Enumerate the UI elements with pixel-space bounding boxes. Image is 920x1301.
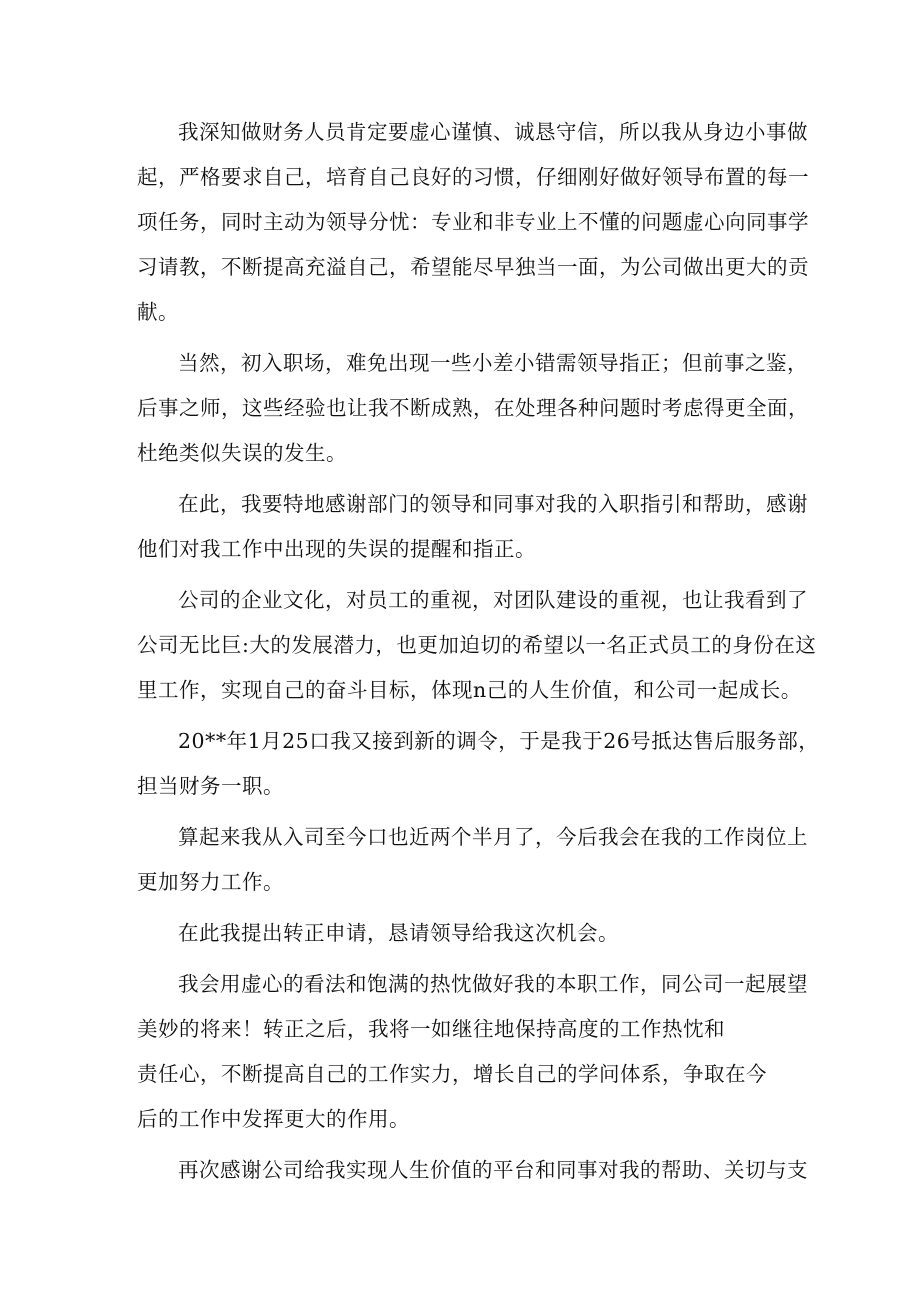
paragraph-8 (137, 962, 808, 1142)
paragraph-7 (137, 911, 787, 956)
paragraph-4 (137, 578, 817, 713)
paragraph-9 (137, 1148, 808, 1193)
text-line: 更加努力工作。 (137, 870, 284, 894)
text-line: 再次感谢公司给我实现人生价值的平台和同事对我的帮助、关切与支 (178, 1158, 808, 1182)
text-line: 我会用虚心的看法和饱满的热忱做好我的本职工作，同公司一起展望 (178, 972, 808, 996)
text-line: 公司无比巨:大的发展潜力，也更加迫切的希望以一名正式员工的身份在这 (137, 633, 817, 657)
text-line: 他们对我工作中出现的失误的提醒和指正。 (137, 537, 536, 561)
text-line: 在此我提出转正申请，恳请领导给我这次机会。 (178, 921, 619, 945)
paragraph-3 (137, 482, 808, 572)
text-line: 习请教，不断提高充溢自己，希望能尽早独当一面，为公司做出更大的贡 (137, 255, 809, 279)
text-line: 美妙的将来！转正之后，我将一如继往地保持高度的工作热忱和 (137, 1017, 725, 1041)
paragraph-1 (137, 110, 809, 335)
paragraph-6 (137, 815, 808, 905)
text-line: 算起来我从入司至今口也近两个半月了，今后我会在我的工作岗位上 (178, 825, 808, 849)
text-line: 杜绝类似失误的发生。 (137, 441, 347, 465)
text-line: 起，严格要求自己，培育自己良好的习惯，仔细刚好做好领导布置的每一 (137, 165, 809, 189)
text-line: 当然，初入职场，难免出现一些小差小错需领导指正；但前事之鉴， (178, 351, 808, 375)
text-line: 我深知做财务人员肯定要虚心谨慎、诚恳守信，所以我从身边小事做 (178, 120, 808, 144)
text-line: 在此，我要特地感谢部门的领导和同事对我的入职指引和帮助，感谢 (178, 492, 808, 516)
text-line: 20**年1月25口我又接到新的调令，于是我于26号抵达售后服务部， (178, 729, 820, 753)
paragraph-2 (137, 341, 809, 476)
text-line: 后事之师，这些经验也让我不断成熟，在处理各种问题时考虑得更全面， (137, 396, 809, 420)
paragraph-5 (137, 719, 820, 809)
text-line: 里工作，实现自己的奋斗目标，体现n己的人生价值，和公司一起成长。 (137, 678, 802, 702)
text-line: 项任务，同时主动为领导分忧：专业和非专业上不懂的问题虚心向同事学 (137, 210, 809, 234)
text-line: 后的工作中发挥更大的作用。 (137, 1107, 410, 1131)
text-line: 担当财务一职。 (137, 774, 284, 798)
text-line: 责任心，不断提高自己的工作实力，增长自己的学问体系，争取在今 (137, 1062, 767, 1086)
text-line: 公司的企业文化，对员工的重视，对团队建设的重视，也让我看到了 (178, 588, 808, 612)
document-body (137, 110, 820, 1199)
text-line: 献。 (137, 300, 179, 324)
